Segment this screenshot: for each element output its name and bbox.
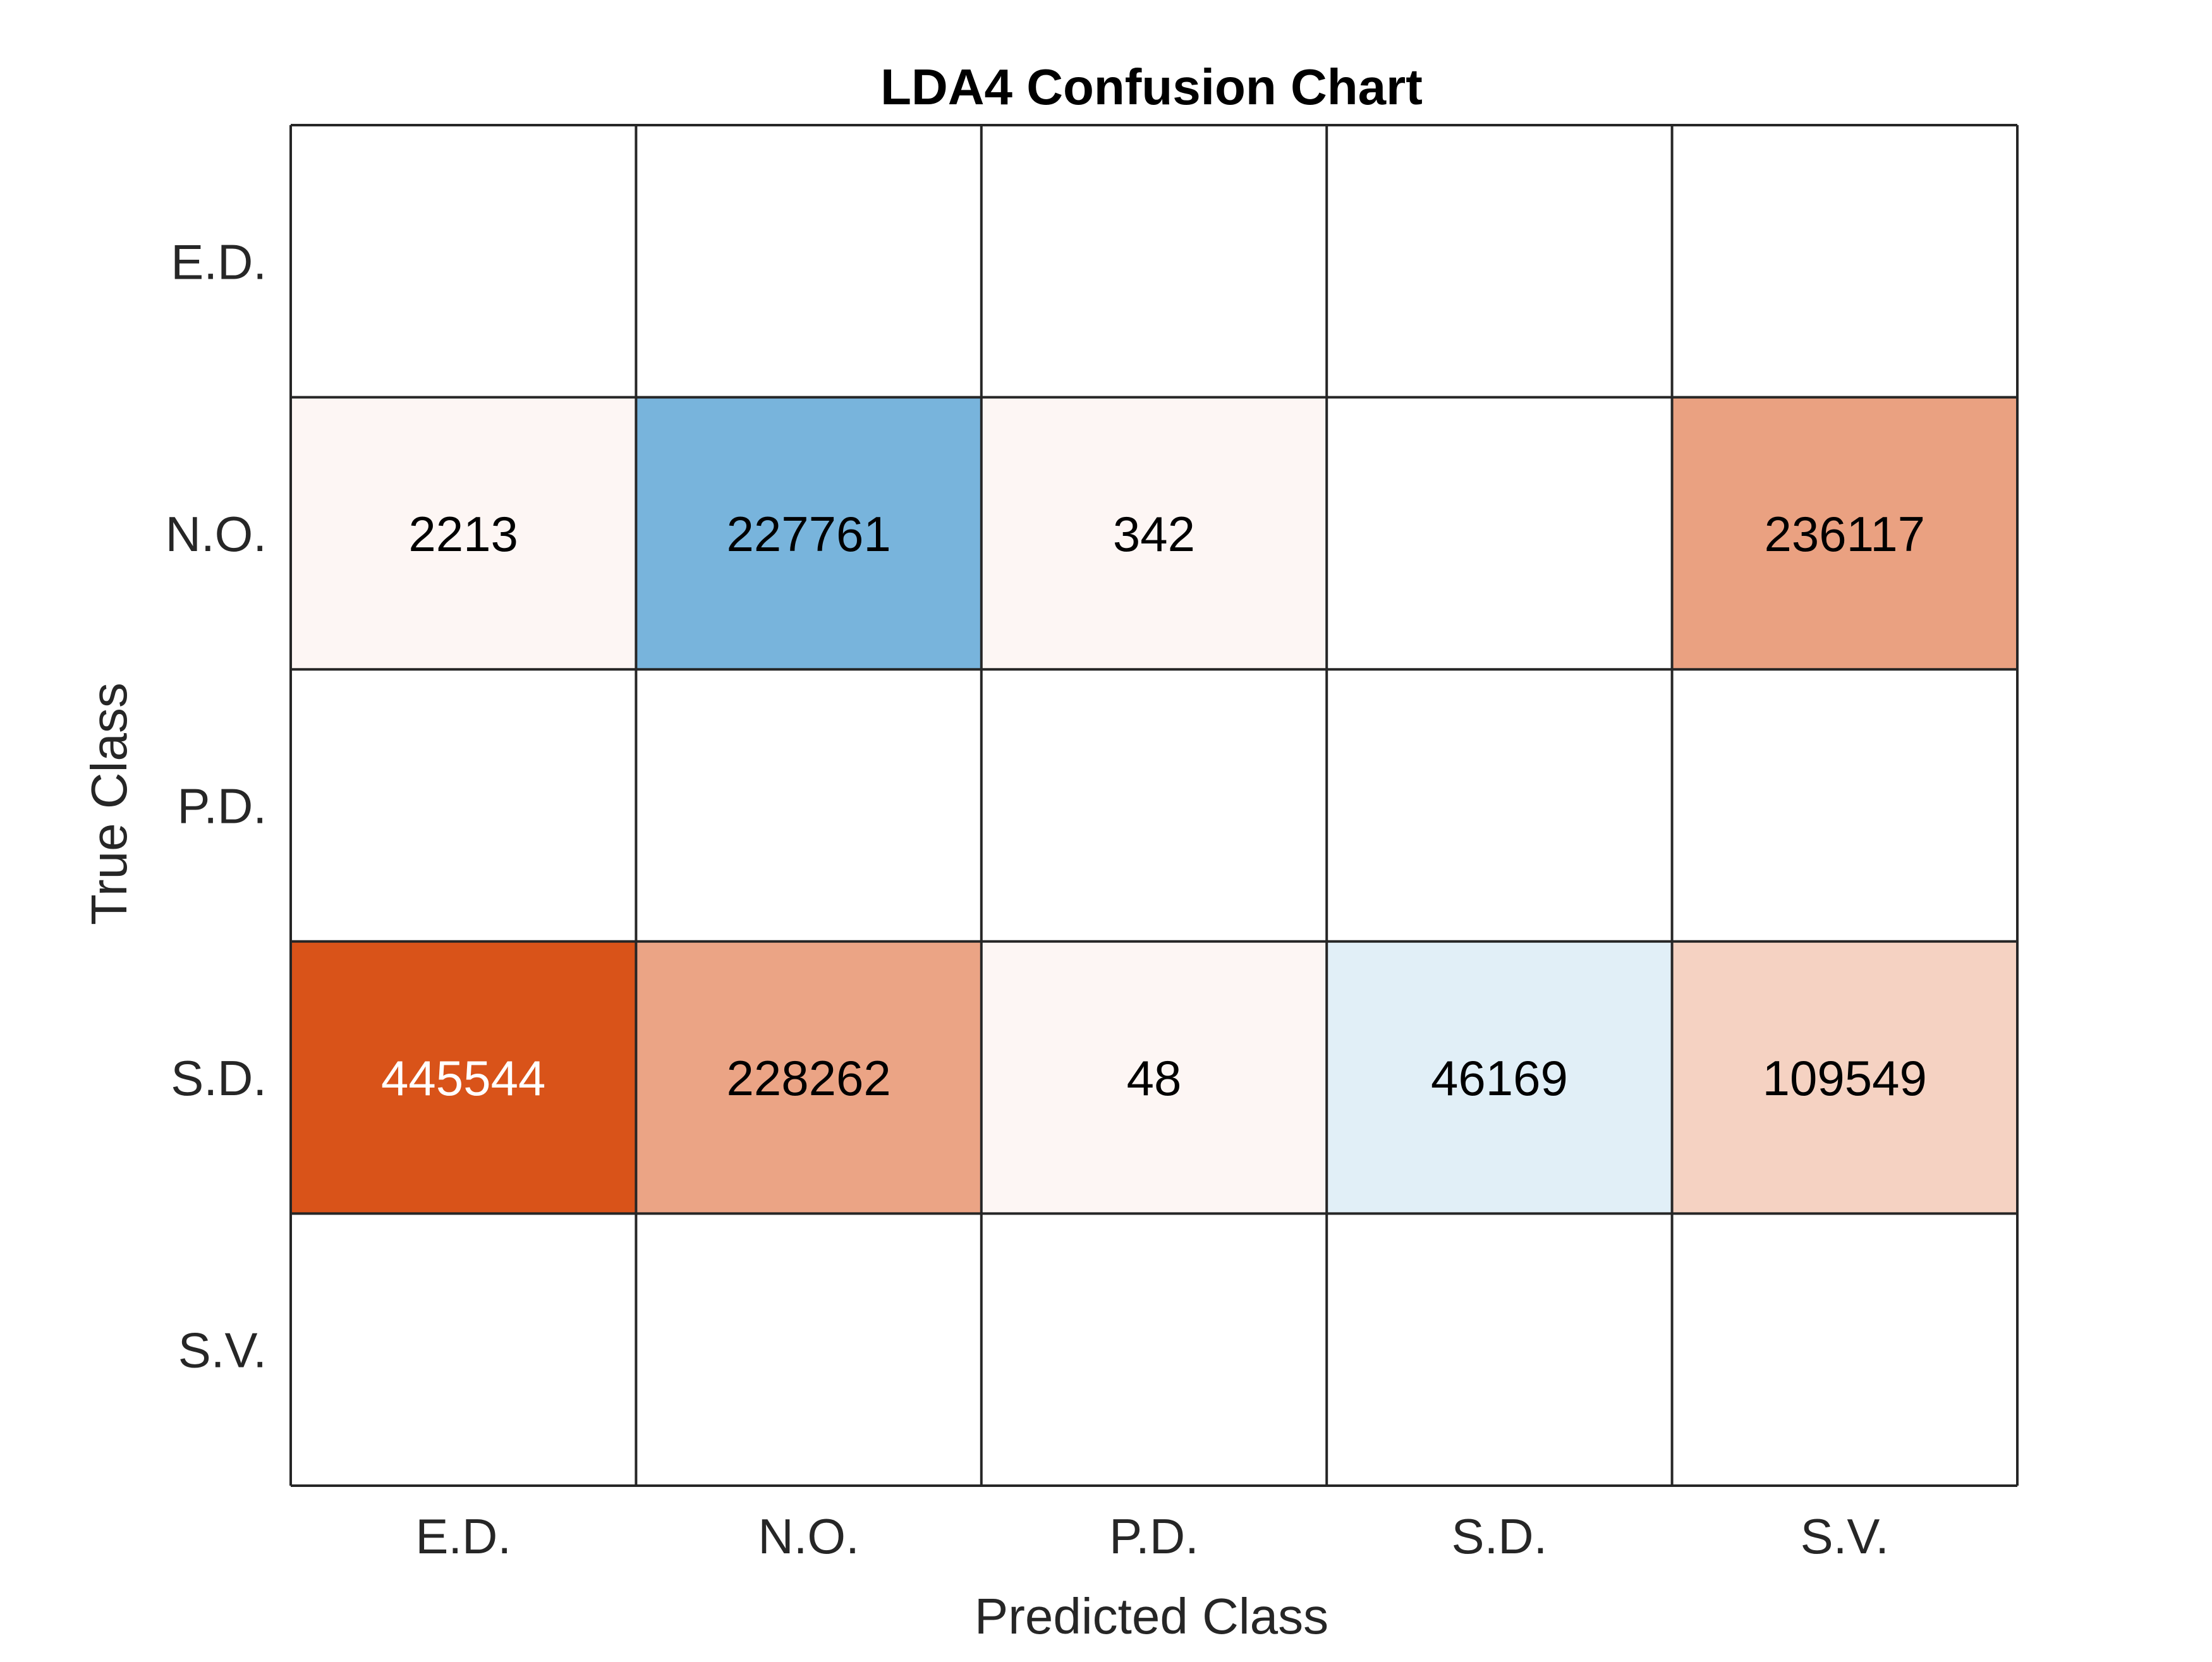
cell-0-2	[981, 125, 1327, 397]
cell-0-1	[636, 125, 981, 397]
cell-value-1-1: 227761	[726, 506, 891, 562]
cell-value-1-4: 236117	[1764, 506, 1926, 562]
y-tick-label: S.V.	[178, 1322, 267, 1378]
cells-layer	[291, 125, 2017, 1486]
cell-value-1-2: 342	[1112, 506, 1196, 562]
x-tick-label: S.D.	[1451, 1508, 1548, 1564]
cell-2-0	[291, 669, 636, 942]
x-axis-label: Predicted Class	[974, 1588, 1329, 1644]
cell-value-3-1: 228262	[726, 1050, 891, 1107]
y-tick-label: N.O.	[165, 506, 267, 562]
x-tick-label: S.V.	[1800, 1508, 1889, 1564]
cell-value-3-4: 109549	[1762, 1050, 1927, 1107]
y-tick-label: P.D.	[177, 778, 267, 834]
y-tick-label: E.D.	[171, 234, 267, 290]
cell-2-3	[1327, 669, 1672, 942]
cell-4-3	[1327, 1213, 1672, 1486]
cell-value-3-3: 46169	[1430, 1050, 1568, 1107]
x-tick-label: P.D.	[1109, 1508, 1199, 1564]
cell-2-4	[1672, 669, 2017, 942]
cell-0-3	[1327, 125, 1672, 397]
cell-value-3-2: 48	[1126, 1050, 1182, 1107]
cell-0-4	[1672, 125, 2017, 397]
x-tick-label: N.O.	[758, 1508, 860, 1564]
cell-4-4	[1672, 1213, 2017, 1486]
y-axis-label: True Class	[81, 682, 137, 925]
cell-4-0	[291, 1213, 636, 1486]
chart-title: LDA4 Confusion Chart	[880, 59, 1423, 115]
cell-value-3-0: 445544	[381, 1050, 546, 1107]
cell-4-2	[981, 1213, 1327, 1486]
cell-0-0	[291, 125, 636, 397]
y-tick-label: S.D.	[171, 1050, 267, 1107]
cell-2-1	[636, 669, 981, 942]
cell-value-1-0: 2213	[408, 506, 518, 562]
cell-2-2	[981, 669, 1327, 942]
cell-4-1	[636, 1213, 981, 1486]
x-tick-label: E.D.	[415, 1508, 512, 1564]
cell-1-3	[1327, 397, 1672, 670]
